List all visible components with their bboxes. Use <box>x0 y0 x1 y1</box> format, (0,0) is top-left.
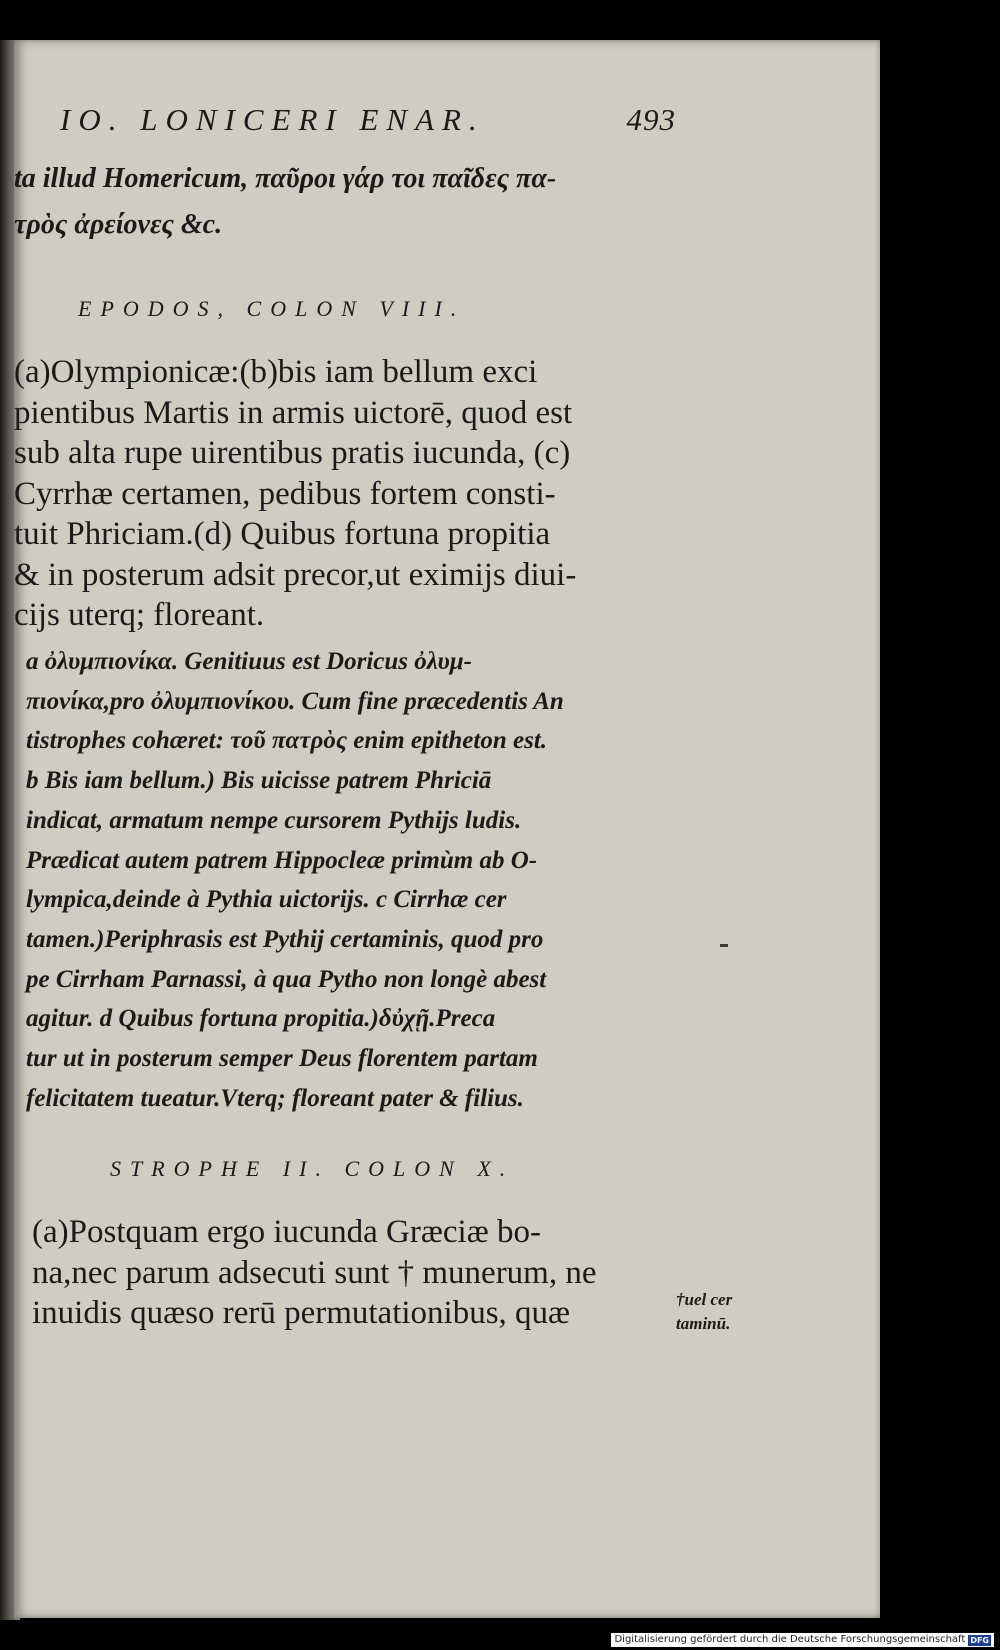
note-line: felicitatem tueatur.Vterq; floreant pater & filius. <box>26 1084 524 1112</box>
main-text-paragraph-2 <box>32 1212 672 1334</box>
text-line: ta illud Homericum, παῦροι γάρ τοι παῖδες πα- <box>14 163 557 194</box>
digitization-credit <box>611 1633 994 1647</box>
note-line: a ὀλυμπιονίκα. Genitiuus est Doricus ὀλυμ- <box>26 648 472 675</box>
note-line: taminū. <box>676 1314 731 1333</box>
main-text-paragraph <box>14 352 664 636</box>
header-title: IO. LONICERI ENAR. <box>60 102 485 137</box>
commentary-notes <box>26 642 666 1118</box>
text-line: τρὸς ἀρείονες &c. <box>14 209 223 240</box>
marginal-note <box>676 1288 732 1336</box>
text-line: tuit Phriciam.(d) Quibus fortuna propitia <box>14 516 551 552</box>
page-number: 493 <box>626 102 676 137</box>
text-line: (a)Postquam ergo iucunda Græciæ bo- <box>32 1214 541 1250</box>
note-line: tamen.)Periphrasis est Pythij certaminis, quod pro <box>26 925 544 953</box>
note-line: πιονίκα,pro ὀλυμπιονίκου. Cum fine præcedentis An <box>26 687 564 715</box>
note-line: tistrophes cohæret: τοῦ πατρὸς enim epitheton est. <box>26 727 548 755</box>
running-header <box>44 102 676 146</box>
text-line: cijs uterq; floreant. <box>14 597 265 633</box>
section-heading-epodos: EPODOS, COLON VIII. <box>78 296 466 321</box>
note-line: tur ut in posterum semper Deus florentem partam <box>26 1045 538 1073</box>
book-page <box>14 40 880 1618</box>
dfg-logo-icon: DFG <box>970 1635 989 1645</box>
text-line: pientibus Martis in armis uictorē, quod est <box>14 394 573 431</box>
note-line: †uel cer <box>676 1290 733 1309</box>
margin-mark <box>720 944 728 947</box>
note-line: agitur. d Quibus fortuna propitia.)δὐχῇ.Preca <box>26 1005 496 1033</box>
note-line: pe Cirrham Parnassi, à qua Pytho non longè abest <box>26 965 547 993</box>
section-heading-strophe: STROPHE II. COLON X. <box>110 1156 515 1181</box>
text-line: Cyrrhæ certamen, pedibus fortem consti- <box>14 475 556 512</box>
text-line: na,nec parum adsecuti sunt † munerum, ne <box>32 1254 597 1291</box>
text-line: inuidis quæso rerū permutationibus, quæ <box>32 1295 571 1331</box>
text-line: & in posterum adsit precor,ut eximijs diui- <box>14 556 577 593</box>
greek-quotation <box>14 156 664 248</box>
note-line: b Bis iam bellum.) Bis uicisse patrem Phriciā <box>26 767 492 795</box>
text-line: (a)Olympionicæ:(b)bis iam bellum exci <box>14 354 538 390</box>
credit-text: Digitalisierung gefördert durch die Deutsche Forschungsgemeinschaft <box>614 1634 966 1645</box>
note-line: indicat, armatum nempe cursorem Pythijs ludis. <box>26 806 522 834</box>
note-line: Prædicat autem patrem Hippocleæ primùm ab O- <box>26 846 538 874</box>
note-line: lympica,deinde à Pythia uictorijs. c Cirrhæ cer <box>26 886 507 914</box>
text-line: sub alta rupe uirentibus pratis iucunda, (c) <box>14 435 571 471</box>
